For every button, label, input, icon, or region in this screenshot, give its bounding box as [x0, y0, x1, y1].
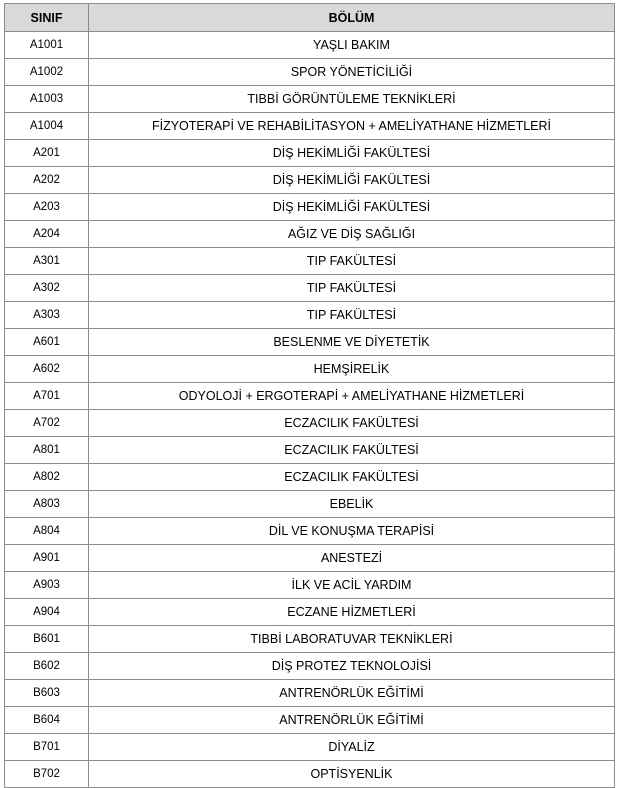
- department-cell: DİL VE KONUŞMA TERAPİSİ: [89, 518, 615, 545]
- table-row: [5, 113, 615, 140]
- department-cell: EBELİK: [89, 491, 615, 518]
- table-row: [5, 86, 615, 113]
- class-code-cell: A204: [5, 221, 89, 248]
- department-cell: AĞIZ VE DİŞ SAĞLIĞI: [89, 221, 615, 248]
- class-code-cell: A1001: [5, 32, 89, 59]
- department-cell: TIBBİ LABORATUVAR TEKNİKLERİ: [89, 626, 615, 653]
- department-cell: HEMŞİRELİK: [89, 356, 615, 383]
- classroom-table: [4, 3, 615, 788]
- table-row: [5, 221, 615, 248]
- class-code-cell: A1004: [5, 113, 89, 140]
- department-cell: ANESTEZİ: [89, 545, 615, 572]
- table-row: [5, 32, 615, 59]
- class-code-cell: A802: [5, 464, 89, 491]
- department-cell: YAŞLI BAKIM: [89, 32, 615, 59]
- table-row: [5, 383, 615, 410]
- department-cell: DİYALİZ: [89, 734, 615, 761]
- class-code-cell: A803: [5, 491, 89, 518]
- class-code-cell: B701: [5, 734, 89, 761]
- class-code-cell: B602: [5, 653, 89, 680]
- table-row: [5, 545, 615, 572]
- department-cell: DİŞ HEKİMLİĞİ FAKÜLTESİ: [89, 140, 615, 167]
- header-class: SINIF: [5, 4, 89, 32]
- department-cell: ANTRENÖRLÜK EĞİTİMİ: [89, 707, 615, 734]
- class-code-cell: B601: [5, 626, 89, 653]
- table-row: [5, 734, 615, 761]
- table-row: [5, 302, 615, 329]
- department-cell: ANTRENÖRLÜK EĞİTİMİ: [89, 680, 615, 707]
- class-code-cell: A904: [5, 599, 89, 626]
- class-code-cell: A801: [5, 437, 89, 464]
- table-row: [5, 194, 615, 221]
- department-cell: İLK VE ACİL YARDIM: [89, 572, 615, 599]
- department-cell: ECZACILIK FAKÜLTESİ: [89, 464, 615, 491]
- department-cell: DİŞ HEKİMLİĞİ FAKÜLTESİ: [89, 167, 615, 194]
- department-cell: DİŞ PROTEZ TEKNOLOJİSİ: [89, 653, 615, 680]
- table-row: [5, 410, 615, 437]
- table-row: [5, 275, 615, 302]
- table-row: [5, 707, 615, 734]
- department-cell: FİZYOTERAPİ VE REHABİLİTASYON + AMELİYATHANE HİZMETLERİ: [89, 113, 615, 140]
- department-cell: OPTİSYENLİK: [89, 761, 615, 788]
- department-cell: ECZACILIK FAKÜLTESİ: [89, 410, 615, 437]
- class-code-cell: A203: [5, 194, 89, 221]
- class-code-cell: A303: [5, 302, 89, 329]
- class-code-cell: A903: [5, 572, 89, 599]
- table-row: [5, 572, 615, 599]
- table-row: [5, 518, 615, 545]
- class-code-cell: A1003: [5, 86, 89, 113]
- class-code-cell: A701: [5, 383, 89, 410]
- class-code-cell: A301: [5, 248, 89, 275]
- class-code-cell: B604: [5, 707, 89, 734]
- department-cell: TIP FAKÜLTESİ: [89, 248, 615, 275]
- table-row: [5, 356, 615, 383]
- department-cell: ECZANE HİZMETLERİ: [89, 599, 615, 626]
- department-cell: TIP FAKÜLTESİ: [89, 302, 615, 329]
- class-code-cell: A601: [5, 329, 89, 356]
- header-department: BÖLÜM: [89, 4, 615, 32]
- class-code-cell: A1002: [5, 59, 89, 86]
- department-cell: BESLENME VE DİYETETİK: [89, 329, 615, 356]
- table-row: [5, 329, 615, 356]
- class-code-cell: B702: [5, 761, 89, 788]
- department-cell: TIBBİ GÖRÜNTÜLEME TEKNİKLERİ: [89, 86, 615, 113]
- department-cell: ODYOLOJİ + ERGOTERAPİ + AMELİYATHANE HİZMETLERİ: [89, 383, 615, 410]
- class-code-cell: A804: [5, 518, 89, 545]
- class-code-cell: A901: [5, 545, 89, 572]
- class-code-cell: A201: [5, 140, 89, 167]
- table-row: [5, 140, 615, 167]
- table-row: [5, 491, 615, 518]
- table-row: [5, 653, 615, 680]
- table-body: [5, 32, 615, 788]
- class-code-cell: B603: [5, 680, 89, 707]
- table-row: [5, 248, 615, 275]
- header-row: [5, 4, 615, 32]
- department-cell: ECZACILIK FAKÜLTESİ: [89, 437, 615, 464]
- class-code-cell: A202: [5, 167, 89, 194]
- department-cell: SPOR YÖNETİCİLİĞİ: [89, 59, 615, 86]
- table-row: [5, 599, 615, 626]
- class-code-cell: A602: [5, 356, 89, 383]
- class-code-cell: A302: [5, 275, 89, 302]
- table-row: [5, 167, 615, 194]
- table-row: [5, 464, 615, 491]
- table-row: [5, 59, 615, 86]
- department-cell: TIP FAKÜLTESİ: [89, 275, 615, 302]
- table-row: [5, 626, 615, 653]
- table-row: [5, 437, 615, 464]
- department-cell: DİŞ HEKİMLİĞİ FAKÜLTESİ: [89, 194, 615, 221]
- class-code-cell: A702: [5, 410, 89, 437]
- table-row: [5, 680, 615, 707]
- table-row: [5, 761, 615, 788]
